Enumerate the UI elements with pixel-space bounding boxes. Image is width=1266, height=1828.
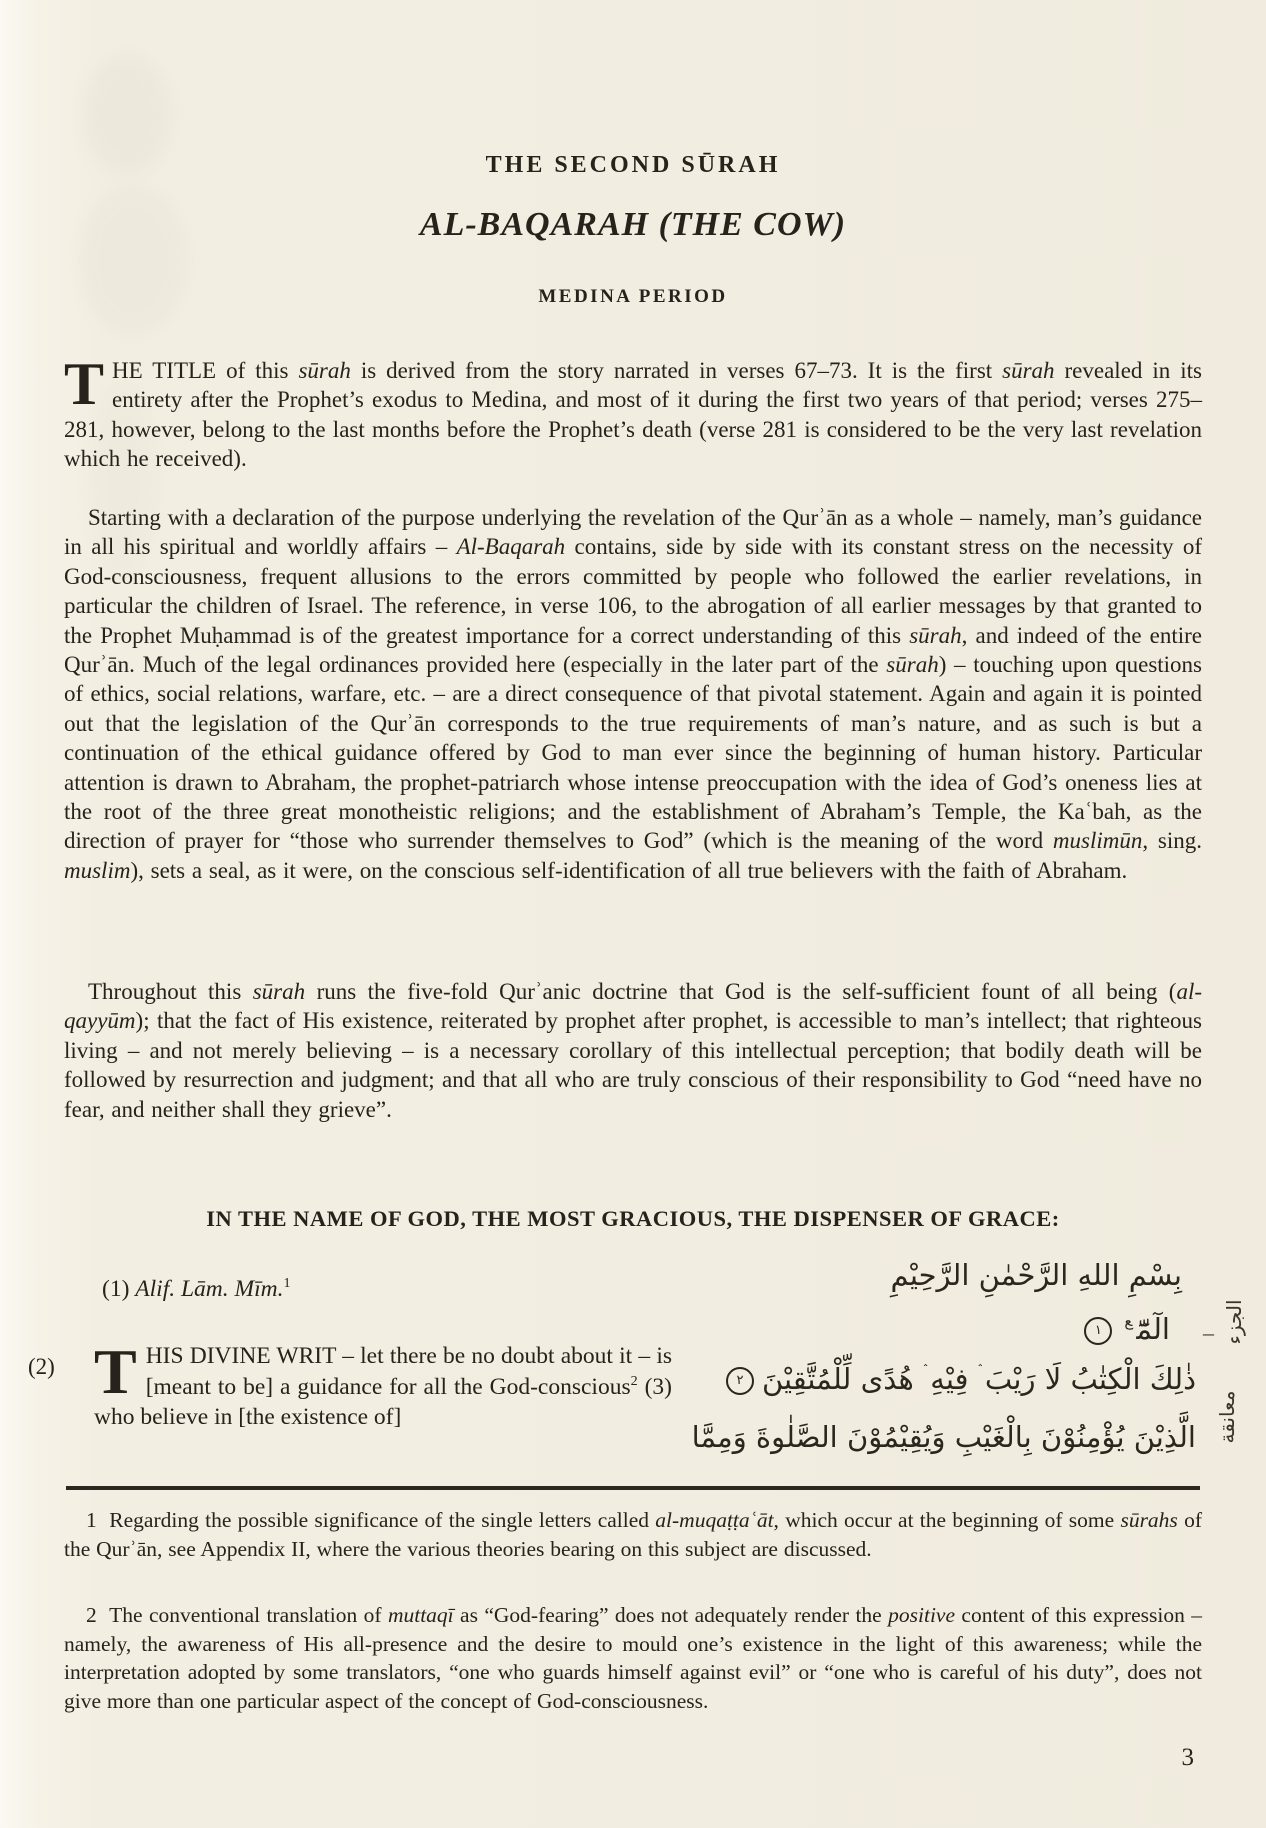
arabic-verse-3-line: الَّذِيْنَ يُؤْمِنُوْنَ بِالْغَيْبِ وَيُقِيْمُوْنَ الصَّلٰوةَ وَمِمَّا: [691, 1420, 1196, 1454]
intro-paragraph-1-text: HE TITLE of this sūrah is derived from the story narrated in verses 67–73. It is the first sūrah revealed in its entirety after the Prophet’s exodus to Medina, and most of it during the first two years of that period; verses 275–281, however, belong to the last months before the Prophet’s death (verse 281 is considered to be the very last revelation which he received).: [64, 358, 1202, 472]
revelation-period-label: MEDINA PERIOD: [538, 286, 728, 307]
surah-title: AL-BAQARAH (THE COW): [419, 206, 847, 243]
arabic-verse-2-text: ذٰلِكَ الْكِتٰبُ لَا رَيْبَ ۛ فِيْهِ ۛ هُدًى لِّلْمُتَّقِيْنَ: [761, 1362, 1196, 1396]
margin-dash-mark: –: [1203, 1320, 1214, 1345]
arabic-bismillah-line: بِسْمِ اللهِ الرَّحْمٰنِ الرَّحِيْمِ: [890, 1258, 1182, 1292]
verse-1-translation: (1) Alif. Lām. Mīm.$^1$: [102, 1275, 291, 1302]
verse-2-translation: [94, 1336, 673, 1433]
arabic-verse-1-line: [1076, 1312, 1170, 1346]
surah-number-heading: THE SECOND SŪRAH: [485, 152, 781, 178]
intro-paragraph-2: Starting with a declaration of the purpose underlying the revelation of the Qurʾān as a whole – namely, man’s guidance in all his spiritual and worldly affairs – Al-Baqarah contains, side by side with its constant stress on the necessity of God-consciousness, frequent allusions to the errors committed by people who followed the earlier revelations, in particular the children of Israel. The reference, in verse 106, to the abrogation of all earlier messages by that granted to the Prophet Muḥammad is of the greatest importance for a correct understanding of this sūrah, and indeed of the entire Qurʾān. Much of the legal ordinances provided here (especially in the later part of the sūrah) – touching upon questions of ethics, social relations, warfare, etc. – are a direct consequence of that pivotal statement. Again and again it is pointed out that the legislation of the Qurʾān corresponds to the true requirements of man’s nature, and as such is but a continuation of the ethical guidance offered by God to man ever since the beginning of human history. Particular attention is drawn to Abraham, the prophet-patriarch whose intense preoccupation with the idea of God’s oneness lies at the root of the three great monotheistic religions; and the establishment of Abraham’s Temple, the Kaʿbah, as the direction of prayer for “those who surrender themselves to God” (which is the meaning of the word muslimūn, sing. muslim), sets a seal, as it were, on the conscious self-identification of all true believers with the faith of Abraham.: [64, 505, 1203, 883]
intro-paragraph-1: [64, 351, 1202, 474]
juz-margin-note: الجزء: [1222, 1299, 1246, 1345]
ruku-marker: ع: [1124, 1312, 1133, 1330]
muanaqah-margin-note: معانقة: [1215, 1390, 1239, 1444]
dropcap-letter: T: [64, 351, 105, 417]
basmalah-heading: IN THE NAME OF GOD, THE MOST GRACIOUS, THE DISPENSER OF GRACE:: [206, 1206, 1060, 1231]
verse-2-margin-number: (2): [28, 1354, 55, 1379]
arabic-alif-lam-mim: الٓمّٓ: [1136, 1312, 1170, 1346]
page-number: 3: [1181, 1744, 1194, 1771]
footnote-1: 1 Regarding the possible significance of the single letters called al-muqaṭṭaʿāt, which occur at the beginning of some sūrahs of the Qurʾān, see Appendix II, where the various theories bearing on this subject are discussed.: [64, 1508, 1202, 1561]
ayah-2-end-marker: ٢: [726, 1367, 754, 1395]
arabic-verse-2-line: [718, 1362, 1196, 1397]
ayah-1-end-marker: ١: [1084, 1317, 1112, 1345]
footnote-2: 2 The conventional translation of muttaqī as “God-fearing” does not adequately render the positive content of this expression – namely, the awareness of His all-presence and the desire to mould one’s existence in the light of this awareness; while the interpretation adopted by some translators, “one who guards himself against evil” or “one who is careful of his duty”, does not give more than one particular aspect of the concept of God-consciousness.: [64, 1603, 1202, 1713]
intro-paragraph-3: Throughout this sūrah runs the five-fold Qurʾanic doctrine that God is the self-sufficient fount of all being (al-qayyūm); that the fact of His existence, reiterated by prophet after prophet, is accessible to man’s intellect; that righteous living – and not merely believing – is a necessary corollary of this intellectual perception; that bodily death will be followed by resurrection and judgment; and that all who are truly conscious of their responsibility to God “need have no fear, and neither shall they grieve”.: [64, 979, 1202, 1122]
verse-2-translation-text: HIS DIVINE WRIT – let there be no doubt about it – is [meant to be] a guidance for all the God-conscious$^2$ (3) who believe in [the existence of]: [94, 1343, 673, 1430]
dropcap-letter: T: [94, 1336, 137, 1407]
footnote-divider-rule: [66, 1486, 1200, 1490]
